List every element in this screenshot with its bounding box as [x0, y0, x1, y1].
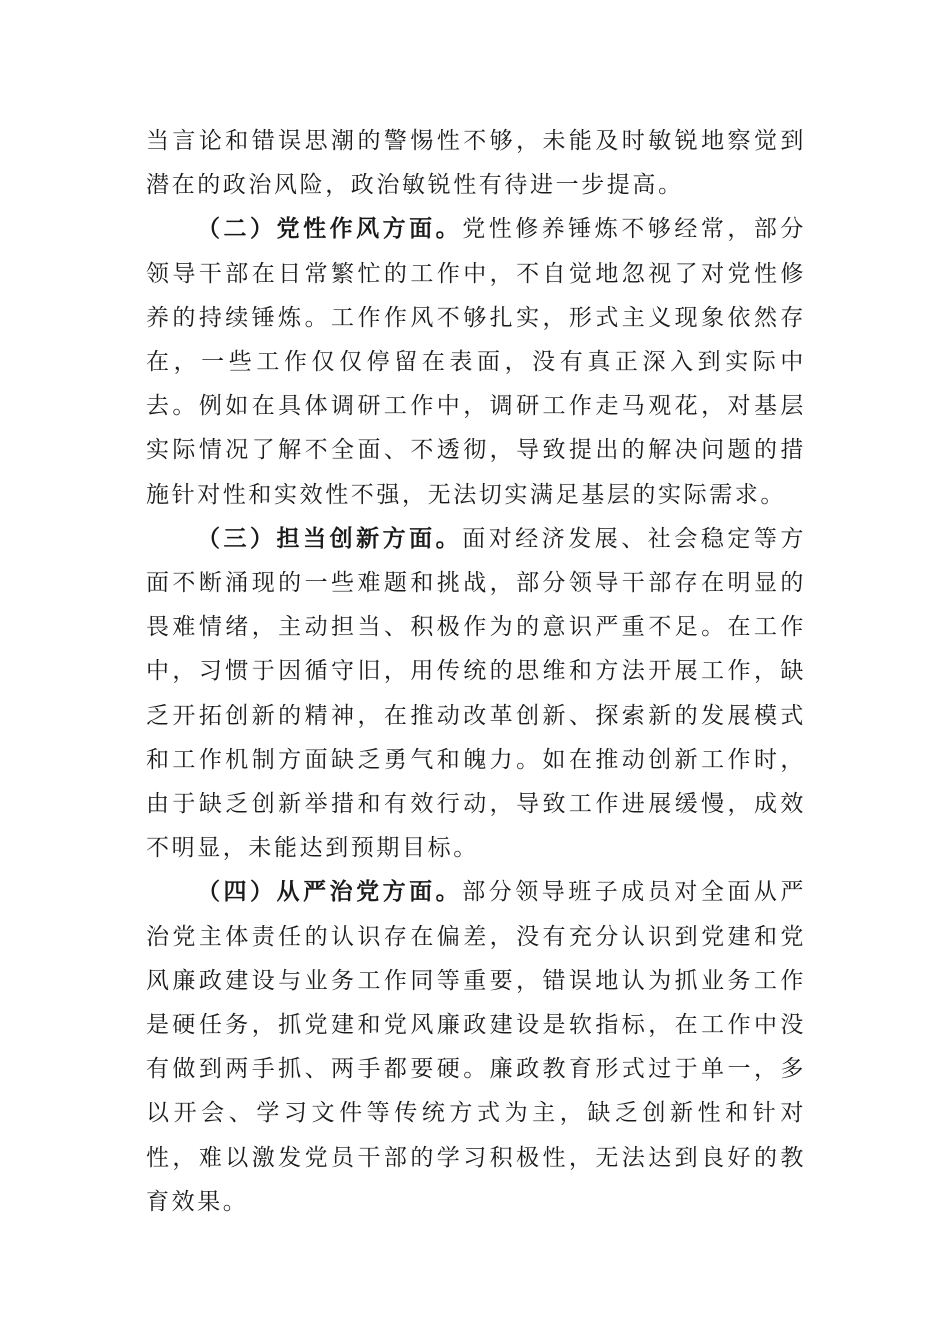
paragraph-2-text: 党性修养锤炼不够经常，部分领导干部在日常繁忙的工作中，不自觉地忽视了对党性修养的持续锤炼。工作作风不够扎实，形式主义现象依然存在，一些工作仅仅停留在表面，没有真正深入到实际中去。例如在具体调研工作中，调研工作走马观花，对基层实际情况了解不全面、不透彻，导致提出的解决问题的措施针对性和实效性不强，无法切实满足基层的实际需求。 [146, 216, 806, 508]
paragraph-4 [146, 870, 806, 1224]
paragraph-2 [146, 207, 806, 516]
section-heading-4: （四）从严治党方面。 [197, 878, 463, 906]
paragraph-3 [146, 517, 806, 871]
section-heading-2: （二）党性作风方面。 [197, 215, 463, 243]
paragraph-4-text: 部分领导班子成员对全面从严治党主体责任的认识存在偏差，没有充分认识到党建和党风廉政建设与业务工作同等重要，错误地认为抓业务工作是硬任务，抓党建和党风廉政建设是软指标，在工作中没有做到两手抓、两手都要硬。廉政教育形式过于单一，多以开会、学习文件等传统方式为主，缺乏创新性和针对性，难以激发党员干部的学习积极性，无法达到良好的教育效果。 [146, 879, 806, 1215]
section-heading-3: （三）担当创新方面。 [197, 524, 463, 552]
paragraph-3-text: 面对经济发展、社会稳定等方面不断涌现的一些难题和挑战，部分领导干部存在明显的畏难情绪，主动担当、积极作为的意识严重不足。在工作中，习惯于因循守旧，用传统的思维和方法开展工作，缺乏开拓创新的精神，在推动改革创新、探索新的发展模式和工作机制方面缺乏勇气和魄力。如在推动创新工作时，由于缺乏创新举措和有效行动，导致工作进展缓慢，成效不明显，未能达到预期目标。 [146, 525, 806, 862]
document-body [146, 119, 806, 1224]
paragraph-1 [146, 119, 806, 207]
paragraph-1-text: 当言论和错误思潮的警惕性不够，未能及时敏锐地察觉到潜在的政治风险，政治敏锐性有待进一步提高。 [146, 128, 806, 199]
